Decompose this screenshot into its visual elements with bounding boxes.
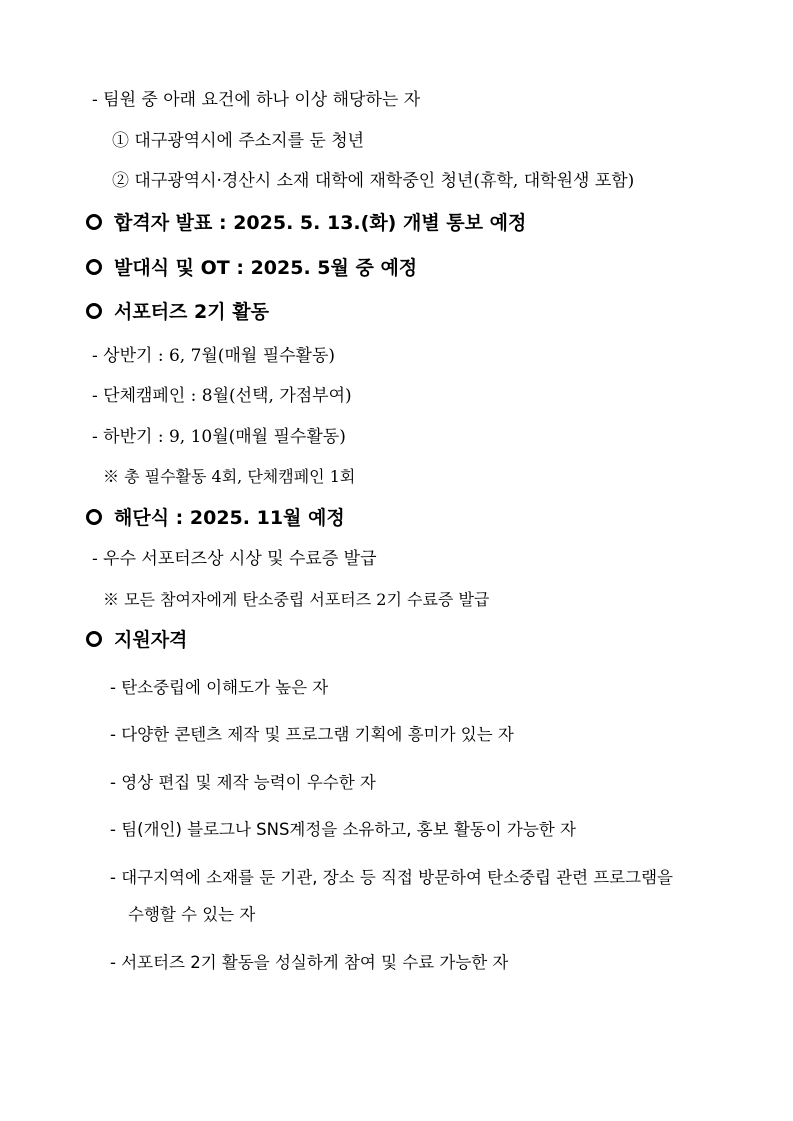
requirement-1: ① 대구광역시에 주소지를 둔 청년: [112, 131, 365, 151]
announcement-heading: 합격자 발표 : 2025. 5. 13.(화) 개별 통보 예정: [114, 212, 527, 234]
activity-item: - 하반기 : 9, 10월(매월 필수활동): [92, 427, 346, 447]
ring-bullet-icon: [86, 631, 102, 647]
requirement-2: ② 대구광역시·경산시 소재 대학에 재학중인 청년(휴학, 대학원생 포함): [112, 171, 635, 191]
qualification-item: - 영상 편집 및 제작 능력이 우수한 자: [110, 773, 376, 792]
qualification-item: - 서포터즈 2기 활동을 성실하게 참여 및 수료 가능한 자: [110, 953, 509, 972]
qualification-item: - 대구지역에 소재를 둔 기관, 장소 등 직접 방문하여 탄소중립 관련 프로그램을: [110, 868, 674, 887]
closing-item: - 우수 서포터즈상 시상 및 수료증 발급: [92, 549, 377, 569]
team-requirement-line: - 팀원 중 아래 요건에 하나 이상 해당하는 자: [92, 90, 421, 110]
activities-heading: 서포터즈 2기 활동: [114, 301, 269, 323]
closing-note: ※ 모든 참여자에게 탄소중립 서포터즈 2기 수료증 발급: [103, 590, 490, 609]
activities-note: ※ 총 필수활동 4회, 단체캠페인 1회: [103, 467, 356, 486]
qualifications-heading-row: [86, 631, 187, 650]
ring-bullet-icon: [86, 303, 102, 319]
activity-item: - 상반기 : 6, 7월(매월 필수활동): [92, 346, 336, 366]
announcement-heading-row: [86, 214, 526, 233]
qualification-item: - 탄소중립에 이해도가 높은 자: [110, 678, 329, 697]
qualifications-heading: 지원자격: [114, 629, 188, 651]
closing-heading: 해단식 : 2025. 11월 예정: [114, 507, 345, 529]
qualification-item: - 다양한 콘텐츠 제작 및 프로그램 기획에 흥미가 있는 자: [110, 725, 514, 744]
launch-heading-row: [86, 259, 417, 278]
ring-bullet-icon: [86, 259, 102, 275]
launch-heading: 발대식 및 OT : 2025. 5월 중 예정: [114, 257, 418, 279]
ring-bullet-icon: [86, 214, 102, 230]
ring-bullet-icon: [86, 509, 102, 525]
activities-heading-row: [86, 303, 269, 322]
activity-item: - 단체캠페인 : 8월(선택, 가점부여): [92, 386, 352, 406]
qualification-item: - 팀(개인) 블로그나 SNS계정을 소유하고, 홍보 활동이 가능한 자: [110, 820, 576, 839]
qualification-item-continuation: 수행할 수 있는 자: [128, 905, 256, 924]
closing-heading-row: [86, 509, 345, 528]
